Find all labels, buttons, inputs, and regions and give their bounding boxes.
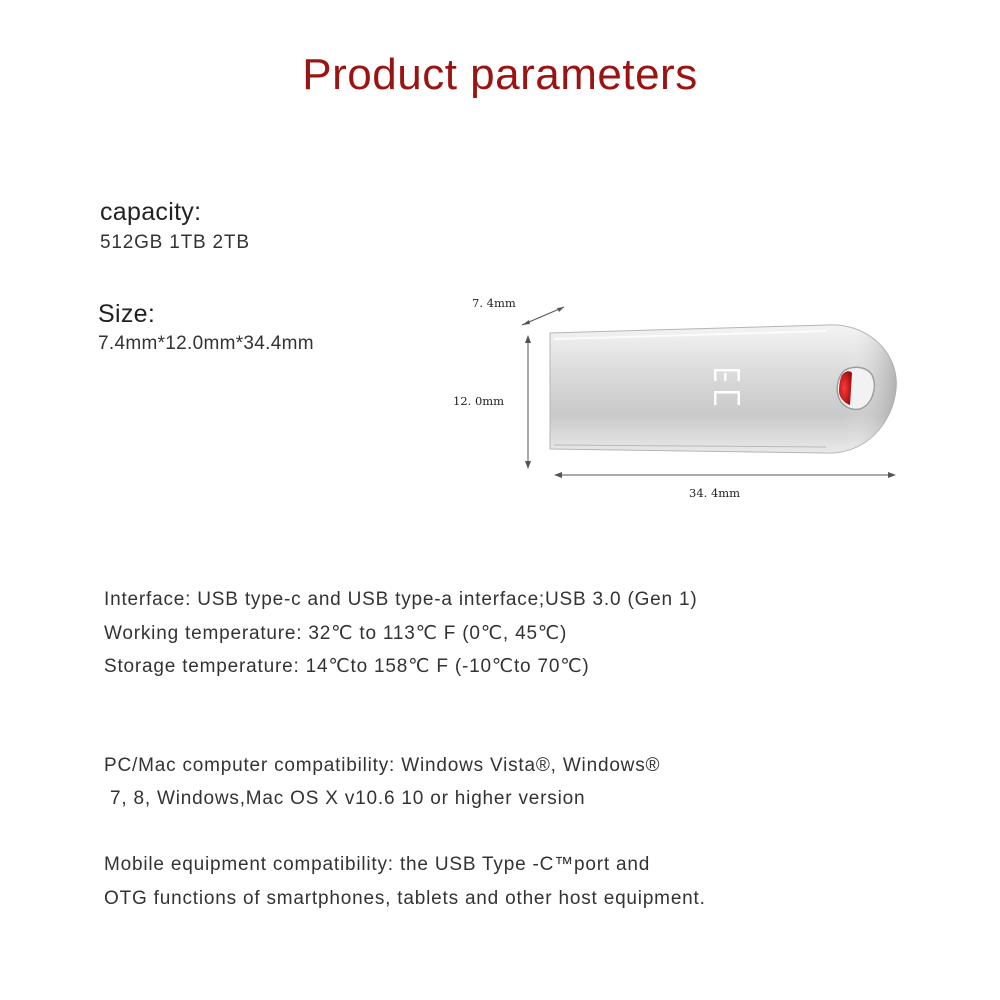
length-dimension-label: 34. 4mm bbox=[689, 486, 741, 500]
mobile-compatibility-line-1: Mobile equipment compatibility: the USB Type -C™port and bbox=[104, 854, 651, 875]
length-dimension-arrow bbox=[554, 472, 896, 478]
capacity-label: capacity: bbox=[100, 198, 202, 226]
pc-compatibility-line-1: PC/Mac computer compatibility: Windows Vista®, Windows® bbox=[104, 755, 661, 776]
spec-working-temperature: Working temperature: 32℃ to 113℃ F (0℃, 45℃) bbox=[104, 623, 568, 644]
usb-drive-body bbox=[550, 325, 896, 453]
mobile-compatibility-line-2: OTG functions of smartphones, tablets and other host equipment. bbox=[104, 888, 706, 909]
thickness-dimension-arrow bbox=[522, 307, 564, 325]
capacity-value: 512GB 1TB 2TB bbox=[100, 232, 250, 253]
pc-compatibility-line-2: 7, 8, Windows,Mac OS X v10.6 10 or higher version bbox=[110, 788, 586, 809]
height-dimension-label: 12. 0mm bbox=[453, 394, 505, 408]
thickness-dimension-label: 7. 4mm bbox=[472, 296, 516, 310]
spec-storage-temperature: Storage temperature: 14℃to 158℃ F (-10℃to 70℃) bbox=[104, 656, 590, 677]
size-label: Size: bbox=[98, 300, 156, 328]
spec-interface: Interface: USB type-c and USB type-a interface;USB 3.0 (Gen 1) bbox=[104, 589, 698, 610]
page-title: Product parameters bbox=[302, 50, 698, 99]
height-dimension-arrow bbox=[525, 335, 531, 469]
usb-flash-drive-image bbox=[510, 295, 910, 515]
size-value: 7.4mm*12.0mm*34.4mm bbox=[98, 333, 314, 354]
